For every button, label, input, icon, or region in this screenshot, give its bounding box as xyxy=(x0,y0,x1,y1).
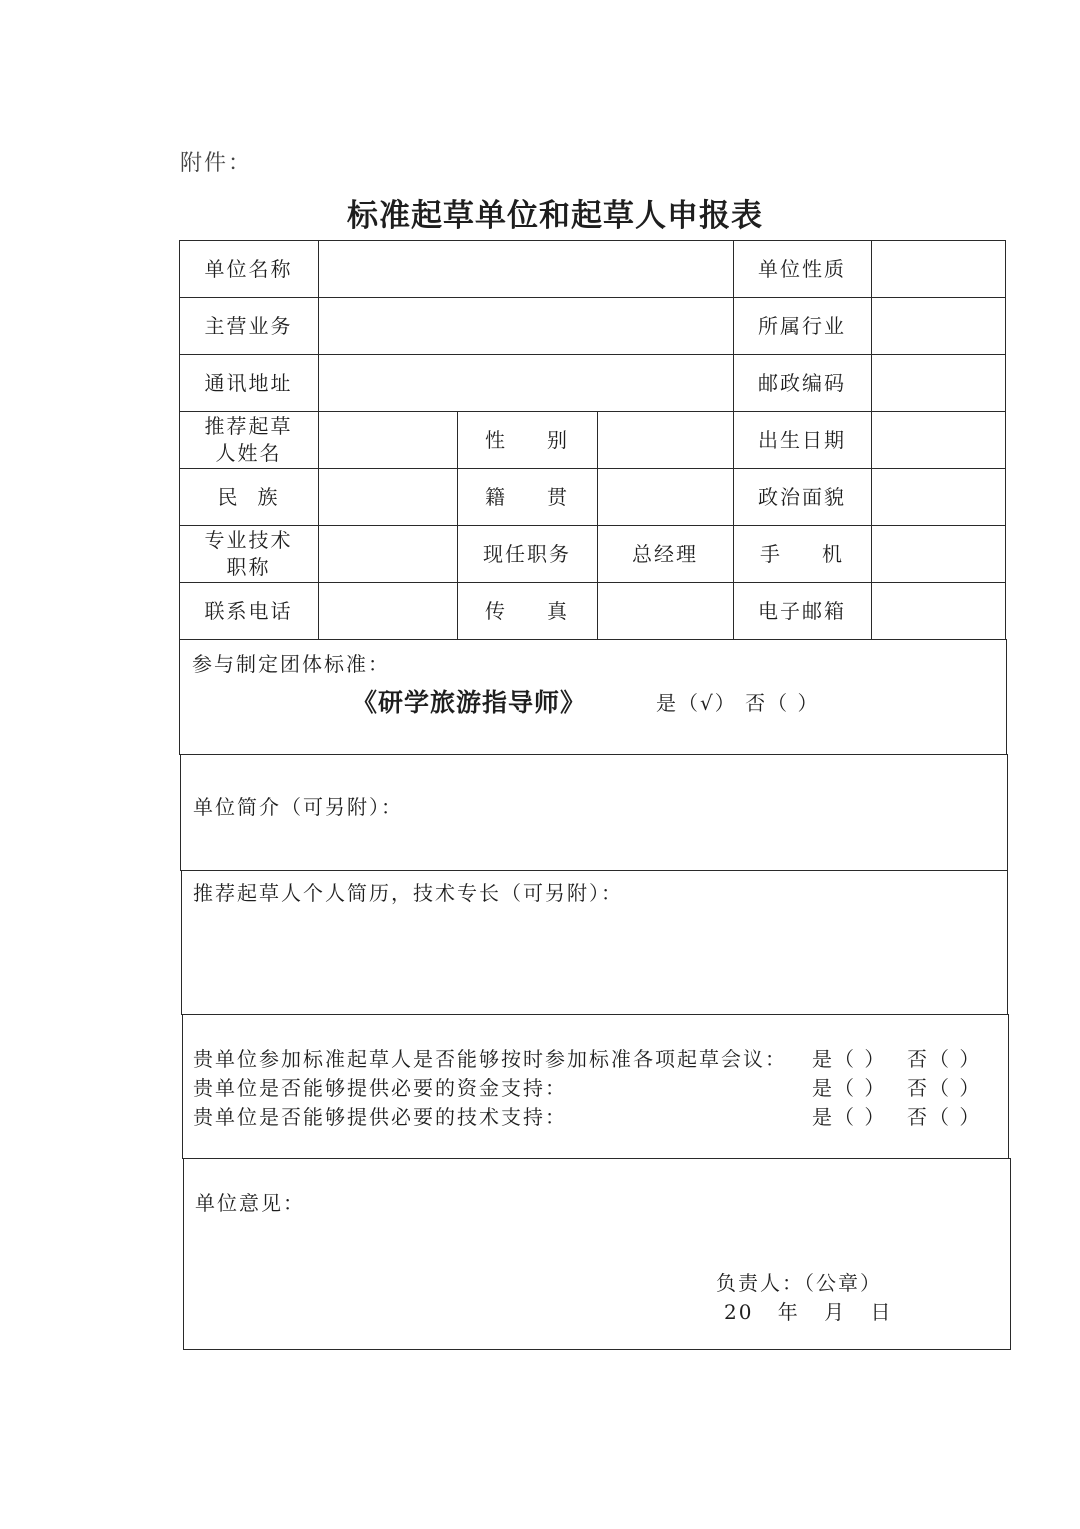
unit-nature-label: 单位性质 xyxy=(758,256,846,281)
standard-choice[interactable]: 是（√） 否（ ） xyxy=(656,691,820,715)
postcode-field[interactable] xyxy=(872,355,1004,411)
address-field[interactable] xyxy=(319,355,732,411)
gender-label: 性 别 xyxy=(485,427,569,452)
native-place-field[interactable] xyxy=(598,469,732,525)
unit-nature-field[interactable] xyxy=(872,241,1004,297)
ethnicity-field[interactable] xyxy=(319,469,456,525)
question-yes[interactable]: 是（ ） xyxy=(812,1047,887,1071)
unit-name-label: 单位名称 xyxy=(204,256,293,281)
question-text: 贵单位是否能够提供必要的资金支持： xyxy=(193,1076,567,1100)
question-yes[interactable]: 是（ ） xyxy=(812,1076,887,1100)
phone-field[interactable] xyxy=(319,583,456,639)
email-field[interactable] xyxy=(872,583,1004,639)
unit-profile-field[interactable] xyxy=(183,820,1003,866)
current-post-label: 现任职务 xyxy=(483,541,571,566)
political-status-label: 政治面貌 xyxy=(758,484,846,509)
birth-date-field[interactable] xyxy=(872,412,1004,468)
fax-label: 传 真 xyxy=(485,598,569,623)
question-text: 贵单位是否能够提供必要的技术支持： xyxy=(193,1105,567,1129)
question-no[interactable]: 否（ ） xyxy=(907,1105,982,1129)
mobile-label: 手 机 xyxy=(760,541,844,566)
standard-section-label: 参与制定团体标准： xyxy=(192,652,390,676)
native-place-label: 籍 贯 xyxy=(485,484,569,509)
industry-label: 所属行业 xyxy=(758,313,846,338)
main-business-label: 主营业务 xyxy=(204,313,293,338)
mobile-field[interactable] xyxy=(872,526,1004,582)
question-text: 贵单位参加标准起草人是否能够按时参加标准各项起草会议： xyxy=(193,1047,787,1071)
political-status-field[interactable] xyxy=(872,469,1004,525)
ethnicity-label: 民 族 xyxy=(217,484,280,509)
standard-name: 《研学旅游指导师》 xyxy=(352,688,587,717)
opinion-field[interactable] xyxy=(186,1216,1006,1266)
address-label: 通讯地址 xyxy=(204,370,293,395)
fax-field[interactable] xyxy=(598,583,732,639)
main-business-field[interactable] xyxy=(319,298,732,354)
current-post-field[interactable]: 总经理 xyxy=(632,541,698,566)
form-title: 标准起草单位和起草人申报表 xyxy=(347,198,763,234)
phone-label: 联系电话 xyxy=(204,598,293,623)
gender-field[interactable] xyxy=(598,412,732,468)
question-no[interactable]: 否（ ） xyxy=(907,1076,982,1100)
unit-profile-label: 单位简介（可另附）： xyxy=(193,795,403,819)
unit-name-field[interactable] xyxy=(319,241,732,297)
drafter-resume-label: 推荐起草人个人简历，技术专长（可另附）： xyxy=(193,881,623,905)
industry-field[interactable] xyxy=(872,298,1004,354)
email-label: 电子邮箱 xyxy=(758,598,846,623)
date-line: 20 年 月 日 xyxy=(724,1300,893,1324)
drafter-name-field[interactable] xyxy=(319,412,456,468)
question-no[interactable]: 否（ ） xyxy=(907,1047,982,1071)
tech-title-field[interactable] xyxy=(319,526,456,582)
question-yes[interactable]: 是（ ） xyxy=(812,1105,887,1129)
postcode-label: 邮政编码 xyxy=(758,370,846,395)
drafter-name-label: 推荐起草 人姓名 xyxy=(204,414,293,465)
attachment-label: 附件： xyxy=(180,151,253,176)
signer-label: 负责人：（公章） xyxy=(716,1271,882,1295)
tech-title-label: 专业技术 职称 xyxy=(204,528,293,579)
opinion-label: 单位意见： xyxy=(195,1191,305,1215)
birth-date-label: 出生日期 xyxy=(758,427,846,452)
drafter-resume-field[interactable] xyxy=(184,906,1004,1010)
